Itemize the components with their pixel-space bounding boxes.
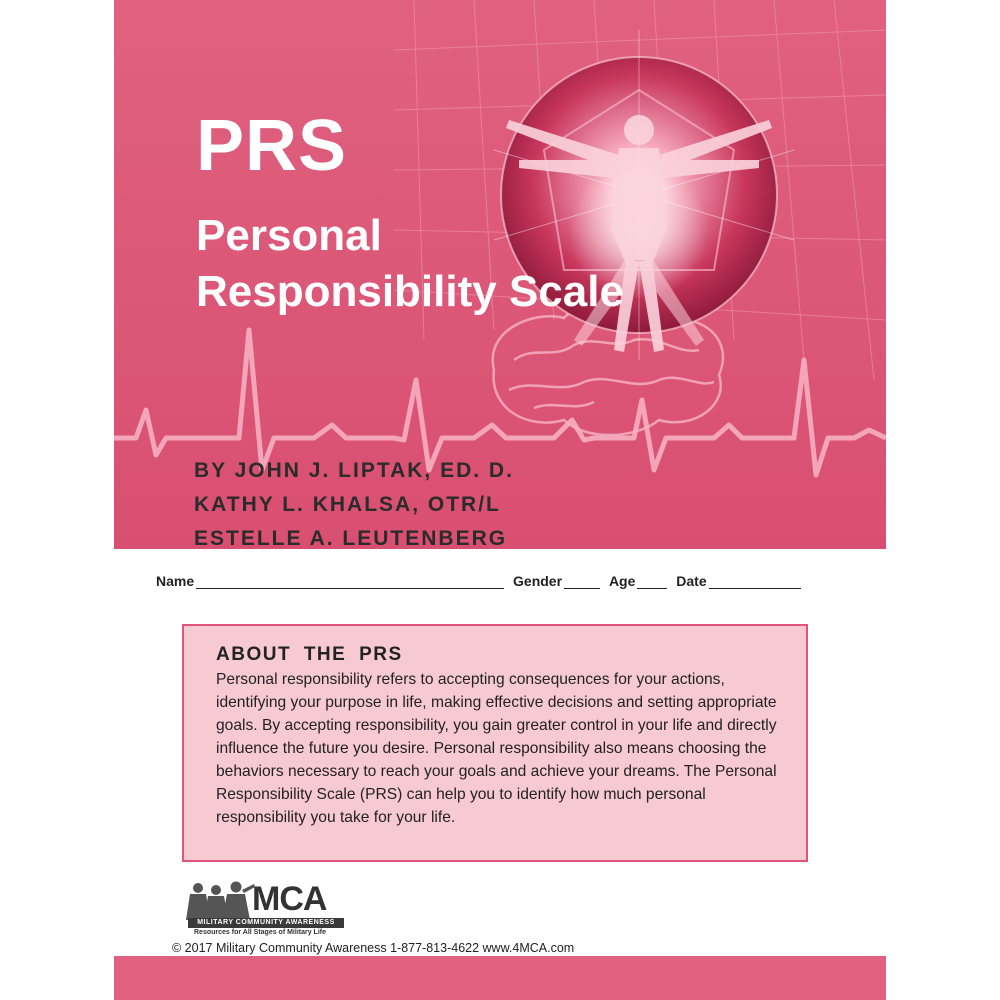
gender-label: Gender — [513, 573, 563, 589]
gender-field[interactable] — [564, 574, 600, 589]
name-label: Name — [156, 573, 195, 589]
footer-band — [114, 956, 886, 1000]
subtitle-line-1: Personal — [196, 211, 382, 260]
date-field[interactable] — [709, 574, 801, 589]
author-list — [194, 454, 514, 549]
logo-tagline: Resources for All Stages of Military Life — [194, 929, 326, 936]
logo-org-name: MILITARY COMMUNITY AWARENESS — [188, 918, 344, 928]
author-3: ESTELLE A. LEUTENBERG — [194, 527, 508, 549]
name-field[interactable] — [196, 574, 504, 589]
about-body: Personal responsibility refers to accepting consequences for your actions, identifying your purpose in life, making effective decisions and setting appropriate goals. By accepting responsibility, you gain greater control in your life and directly influence the future you desire. Personal responsibility also means choosing the behaviors necessary to reach your goals and achieve your dreams. The Personal Responsibility Scale (PRS) can help you to identify how much personal responsibility you take for your life. — [216, 671, 777, 826]
soldiers-silhouette-icon — [186, 880, 256, 920]
cover-subtitle — [196, 208, 624, 320]
respondent-info-line — [156, 573, 846, 589]
cover-section — [114, 0, 886, 549]
worksheet-page — [114, 0, 886, 1000]
author-1: BY JOHN J. LIPTAK, ED. D. — [194, 459, 514, 482]
copyright-line: © 2017 Military Community Awareness 1-877-813-4622 www.4MCA.com — [172, 941, 575, 955]
logo-letters: MCA — [252, 880, 327, 918]
mca-logo — [186, 880, 362, 940]
cover-title: PRS — [196, 106, 348, 186]
about-title: ABOUT THE PRS — [216, 644, 403, 665]
author-2: KATHY L. KHALSA, OTR/L — [194, 493, 501, 516]
age-label: Age — [608, 573, 636, 589]
subtitle-line-2: Responsibility Scale — [196, 267, 624, 316]
age-field[interactable] — [637, 574, 667, 589]
date-label: Date — [676, 573, 707, 589]
about-box — [182, 624, 808, 862]
